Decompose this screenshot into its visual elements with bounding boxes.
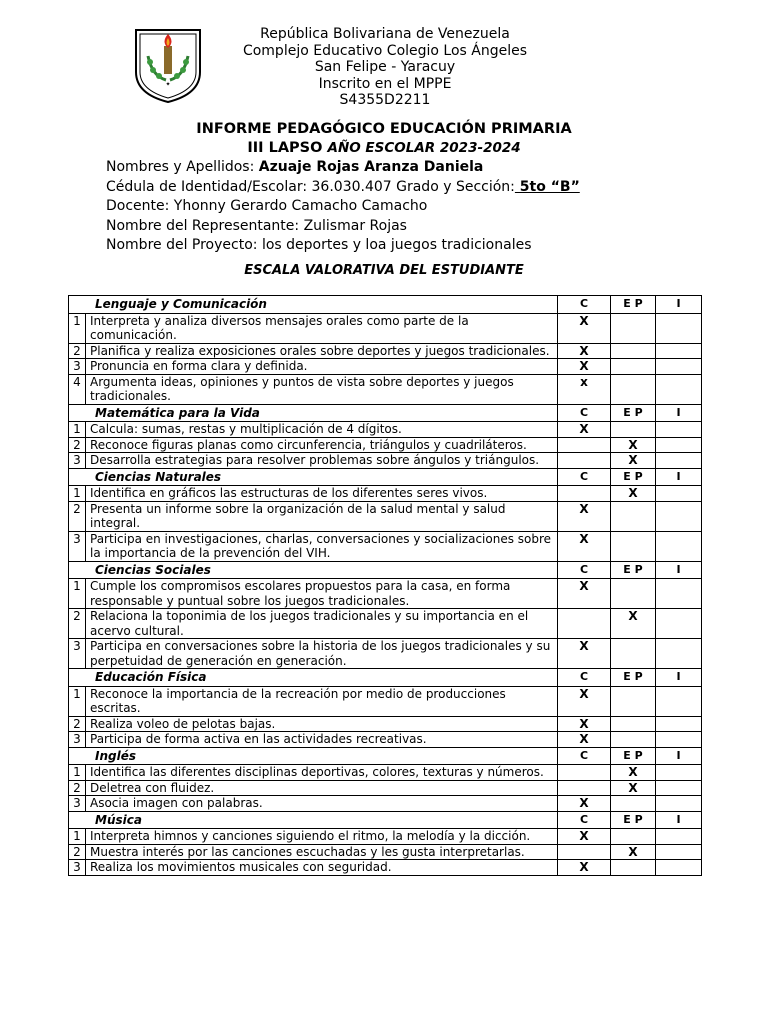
indicator-text: Identifica las diferentes disciplinas deportivas, colores, texturas y números. [86,765,558,781]
column-header-c: C [558,296,611,314]
column-header-ep: E P [611,811,656,829]
mark-ep [611,359,656,375]
student-name-value: Azuaje Rojas Aranza Daniela [258,159,484,175]
indicator-number: 2 [69,609,86,639]
mark-c: X [558,829,611,845]
column-header-ep: E P [611,296,656,314]
mark-ep: X [611,780,656,796]
header-institution: Complejo Educativo Colegio Los Ángeles [242,42,528,59]
area-header-row [69,468,702,486]
indicator-text: Reconoce la importancia de la recreación por medio de producciones escritas. [86,686,558,716]
mark-i [656,579,702,609]
area-name: Ciencias Naturales [69,468,558,486]
area-header-row [69,747,702,765]
mark-c: X [558,343,611,359]
indicator-text: Interpreta himnos y canciones siguiendo el ritmo, la melodía y la dicción. [86,829,558,845]
indicator-number: 1 [69,579,86,609]
indicator-number: 2 [69,343,86,359]
indicator-row [69,716,702,732]
mark-ep: X [611,609,656,639]
indicator-row [69,844,702,860]
mark-ep [611,313,656,343]
mark-i [656,686,702,716]
indicator-row [69,765,702,781]
header-country: República Bolivariana de Venezuela [260,26,510,42]
column-header-c: C [558,669,611,687]
mark-ep [611,829,656,845]
indicator-number: 3 [69,796,86,812]
area-name: Educación Física [69,669,558,687]
indicator-number: 3 [69,639,86,669]
column-header-c: C [558,811,611,829]
mark-c: X [558,732,611,748]
student-name-line [106,158,580,178]
mark-i [656,860,702,876]
column-header-c: C [558,747,611,765]
indicator-text: Presenta un informe sobre la organización de la salud mental y salud integral. [86,501,558,531]
mark-c [558,780,611,796]
indicator-row [69,501,702,531]
indicator-text: Identifica en gráficos las estructuras de los diferentes seres vivos. [86,486,558,502]
indicator-row [69,359,702,375]
mark-ep [611,374,656,404]
mark-ep: X [611,437,656,453]
mark-c [558,765,611,781]
indicator-text: Deletrea con fluidez. [86,780,558,796]
indicator-number: 1 [69,313,86,343]
indicator-text: Pronuncia en forma clara y definida. [86,359,558,375]
indicator-text: Muestra interés por las canciones escuchadas y les gusta interpretarlas. [86,844,558,860]
indicator-row [69,486,702,502]
report-title [0,120,768,158]
column-header-i: I [656,296,702,314]
mark-c: x [558,374,611,404]
lapso-label: III LAPSO [247,140,323,156]
mark-c [558,486,611,502]
indicator-text: Participa en investigaciones, charlas, conversaciones y socializaciones sobre la importancia de la prevención del VIH. [86,531,558,561]
mark-i [656,453,702,469]
indicator-row [69,422,702,438]
teacher-line: Docente: Yhonny Gerardo Camacho Camacho [106,198,428,215]
evaluation-table [68,295,702,876]
indicator-number: 3 [69,860,86,876]
scale-title: ESCALA VALORATIVA DEL ESTUDIANTE [244,263,524,278]
indicator-number: 1 [69,765,86,781]
indicator-row [69,780,702,796]
indicator-row [69,437,702,453]
mark-ep: X [611,453,656,469]
project-line: Nombre del Proyecto: los deportes y loa juegos tradicionales [106,237,532,254]
mark-ep [611,732,656,748]
column-header-i: I [656,468,702,486]
indicator-number: 4 [69,374,86,404]
mark-i [656,359,702,375]
area-name: Música [69,811,558,829]
mark-ep [611,860,656,876]
indicator-text: Calcula: sumas, restas y multiplicación de 4 dígitos. [86,422,558,438]
mark-i [656,531,702,561]
indicator-number: 3 [69,732,86,748]
representative-line: Nombre del Representante: Zulismar Rojas [106,217,407,234]
indicator-row [69,579,702,609]
mark-i [656,796,702,812]
student-id-label: Cédula de Identidad/Escolar: 36.030.407 Grado y Sección: [106,178,515,195]
mark-c: X [558,313,611,343]
indicator-number: 3 [69,453,86,469]
mark-i [656,486,702,502]
indicator-number: 1 [69,686,86,716]
school-year: AÑO ESCOLAR 2023-2024 [327,140,521,156]
column-header-c: C [558,561,611,579]
mark-i [656,501,702,531]
mark-ep [611,343,656,359]
mark-i [656,422,702,438]
indicator-row [69,531,702,561]
mark-i [656,780,702,796]
mark-i [656,313,702,343]
indicator-row [69,686,702,716]
mark-c: X [558,531,611,561]
mark-c: X [558,422,611,438]
indicator-text: Interpreta y analiza diversos mensajes orales como parte de la comunicación. [86,313,558,343]
indicator-number: 2 [69,501,86,531]
indicator-row [69,829,702,845]
indicator-number: 1 [69,829,86,845]
indicator-number: 3 [69,359,86,375]
mark-c: X [558,639,611,669]
column-header-ep: E P [611,404,656,422]
mark-ep [611,422,656,438]
mark-c: X [558,796,611,812]
mark-c: X [558,716,611,732]
student-grade-value: 5to “B” [514,178,580,195]
crest-icon [128,20,208,108]
indicator-text: Relaciona la toponimia de los juegos tradicionales y su importancia en el acervo cultural. [86,609,558,639]
indicator-text: Realiza voleo de pelotas bajas. [86,716,558,732]
indicator-text: Argumenta ideas, opiniones y puntos de vista sobre deportes y juegos tradicionales. [86,374,558,404]
column-header-c: C [558,468,611,486]
indicator-text: Planifica y realiza exposiciones orales sobre deportes y juegos tradicionales. [86,343,558,359]
area-name: Lenguaje y Comunicación [69,296,558,314]
mark-i [656,437,702,453]
mark-ep [611,639,656,669]
indicator-text: Realiza los movimientos musicales con seguridad. [86,860,558,876]
mark-i [656,844,702,860]
column-header-ep: E P [611,561,656,579]
mark-i [656,343,702,359]
svg-text:✦: ✦ [165,81,171,88]
indicator-row [69,639,702,669]
student-name-label: Nombres y Apellidos: [106,159,255,175]
header-location: San Felipe - Yaracuy [314,59,456,75]
mark-i [656,716,702,732]
indicator-row [69,374,702,404]
indicator-number: 3 [69,531,86,561]
mark-c: X [558,686,611,716]
indicator-number: 2 [69,844,86,860]
area-name: Inglés [69,747,558,765]
area-header-row [69,811,702,829]
header-code: S4355D2211 [339,92,431,108]
area-header-row [69,561,702,579]
indicator-text: Desarrolla estrategias para resolver problemas sobre ángulos y triángulos. [86,453,558,469]
indicator-row [69,860,702,876]
indicator-text: Asocia imagen con palabras. [86,796,558,812]
column-header-i: I [656,404,702,422]
area-header-row [69,404,702,422]
column-header-ep: E P [611,747,656,765]
school-crest-logo [128,20,208,108]
mark-ep [611,501,656,531]
column-header-i: I [656,747,702,765]
mark-ep: X [611,486,656,502]
indicator-row [69,453,702,469]
indicator-row [69,343,702,359]
header-registration: Inscrito en el MPPE [318,75,452,92]
mark-c [558,609,611,639]
column-header-i: I [656,669,702,687]
mark-c [558,453,611,469]
report-title-main: INFORME PEDAGÓGICO EDUCACIÓN PRIMARIA [196,121,572,137]
indicator-text: Reconoce figuras planas como circunferencia, triángulos y cuadriláteros. [86,437,558,453]
mark-c [558,844,611,860]
indicator-row [69,796,702,812]
indicator-number: 2 [69,780,86,796]
area-name: Matemática para la Vida [69,404,558,422]
mark-c: X [558,579,611,609]
mark-ep [611,579,656,609]
mark-ep [611,796,656,812]
school-header [200,26,570,109]
mark-ep [611,716,656,732]
mark-i [656,829,702,845]
student-id-line [106,178,580,198]
indicator-text: Participa en conversaciones sobre la historia de los juegos tradicionales y su perpetuidad de generación en generación. [86,639,558,669]
indicator-number: 1 [69,486,86,502]
column-header-c: C [558,404,611,422]
indicator-number: 1 [69,422,86,438]
report-title-period [0,139,768,158]
mark-i [656,765,702,781]
mark-ep [611,686,656,716]
mark-i [656,374,702,404]
area-header-row [69,296,702,314]
indicator-number: 2 [69,716,86,732]
area-header-row [69,669,702,687]
column-header-ep: E P [611,669,656,687]
area-name: Ciencias Sociales [69,561,558,579]
indicator-row [69,313,702,343]
evaluation-table-body [69,296,702,876]
indicator-row [69,609,702,639]
mark-ep [611,531,656,561]
mark-c: X [558,501,611,531]
indicator-text: Participa de forma activa en las actividades recreativas. [86,732,558,748]
mark-ep: X [611,844,656,860]
mark-ep: X [611,765,656,781]
column-header-i: I [656,561,702,579]
mark-i [656,732,702,748]
student-info [106,158,580,256]
indicator-number: 2 [69,437,86,453]
indicator-row [69,732,702,748]
indicator-text: Cumple los compromisos escolares propuestos para la casa, en forma responsable y puntual sobre los juegos tradicionales. [86,579,558,609]
column-header-ep: E P [611,468,656,486]
mark-c [558,437,611,453]
mark-i [656,639,702,669]
mark-i [656,609,702,639]
column-header-i: I [656,811,702,829]
mark-c: X [558,860,611,876]
mark-c: X [558,359,611,375]
